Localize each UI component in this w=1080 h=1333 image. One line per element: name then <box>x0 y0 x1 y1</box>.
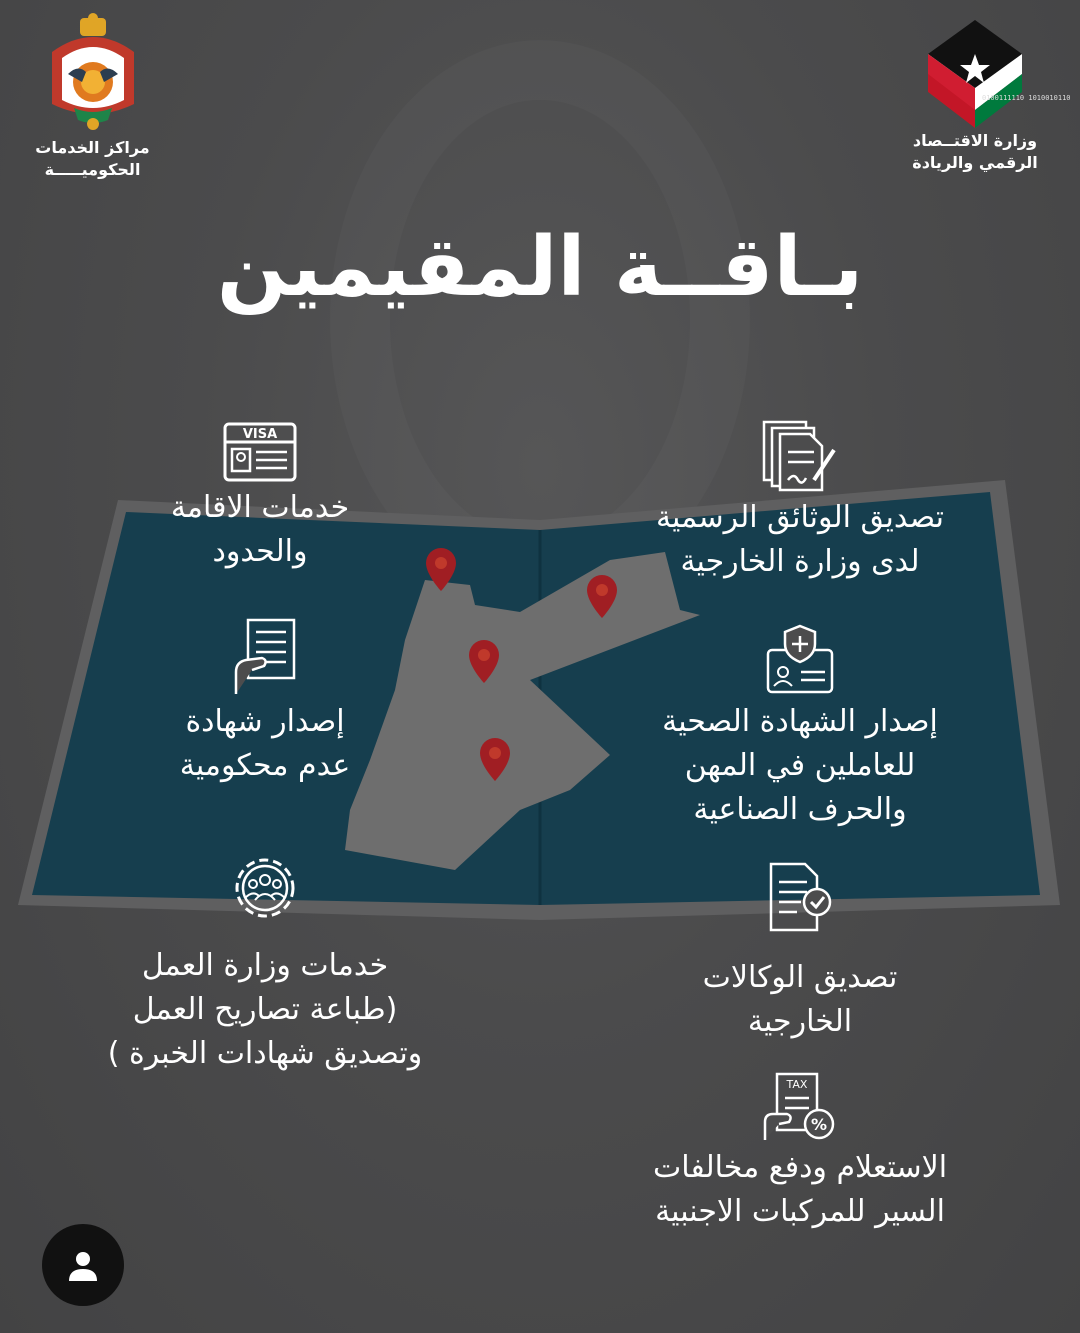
visa-text: VISA <box>242 427 278 442</box>
health-card-icon <box>765 624 835 696</box>
ministry-flag-icon <box>920 18 1071 130</box>
profile-button[interactable] <box>42 1224 124 1306</box>
right-logo-line1: وزارة الاقتــصاد <box>912 131 1038 150</box>
service-agencies-line2: الخارجية <box>747 1004 853 1039</box>
user-icon <box>65 1247 101 1283</box>
gov-service-centers-logo <box>30 12 155 181</box>
svg-text:%: % <box>810 1115 828 1134</box>
service-no-conviction-line2: عدم محكومية <box>179 748 351 783</box>
coat-of-arms-icon <box>38 12 148 137</box>
service-traffic-line2: السير للمركبات الاجنبية <box>655 1194 945 1229</box>
service-agencies <box>660 862 940 1044</box>
service-residency <box>140 422 380 574</box>
page-title: بـاقــة المقيمين <box>216 220 864 315</box>
left-logo-line2: الحكوميـــــة <box>44 160 141 179</box>
ministry-logo <box>895 18 1071 174</box>
certificate-hand-icon <box>232 618 298 696</box>
service-traffic-line1: الاستعلام ودفع مخالفات <box>652 1150 948 1185</box>
service-documents <box>630 420 970 584</box>
right-logo-line2: الرقمي والريادة <box>912 153 1038 172</box>
documents-sign-icon <box>762 420 838 492</box>
visa-card-icon <box>223 422 297 482</box>
service-labor-line2: (طباعة تصاريح العمل <box>132 992 398 1027</box>
gear-people-icon <box>227 850 303 926</box>
service-residency-line1: خدمات الاقامة <box>170 490 350 525</box>
service-no-conviction <box>130 618 400 788</box>
left-logo-line1: مراكز الخدمات <box>35 138 150 157</box>
service-labor-line3: وتصديق شهادات الخبرة ) <box>107 1036 423 1071</box>
service-health-line2: للعاملين في المهن <box>684 748 916 783</box>
document-check-icon <box>767 862 833 932</box>
service-labor <box>80 850 450 1076</box>
service-health-line3: والحرف الصناعية <box>693 792 907 827</box>
service-no-conviction-line1: إصدار شهادة <box>185 704 345 739</box>
service-documents-line2: لدى وزارة الخارجية <box>680 544 920 579</box>
service-documents-line1: تصديق الوثائق الرسمية <box>655 500 945 535</box>
service-health <box>630 624 970 832</box>
tax-receipt-icon <box>763 1072 837 1142</box>
service-traffic <box>620 1072 980 1234</box>
tax-text: TAX <box>786 1078 808 1091</box>
binary-pattern: 0100111110 1010010110 <box>982 94 1071 102</box>
service-labor-line1: خدمات وزارة العمل <box>141 948 389 983</box>
service-health-line1: إصدار الشهادة الصحية <box>662 704 938 739</box>
service-residency-line2: والحدود <box>212 534 308 569</box>
service-agencies-line1: تصديق الوكالات <box>702 960 898 995</box>
